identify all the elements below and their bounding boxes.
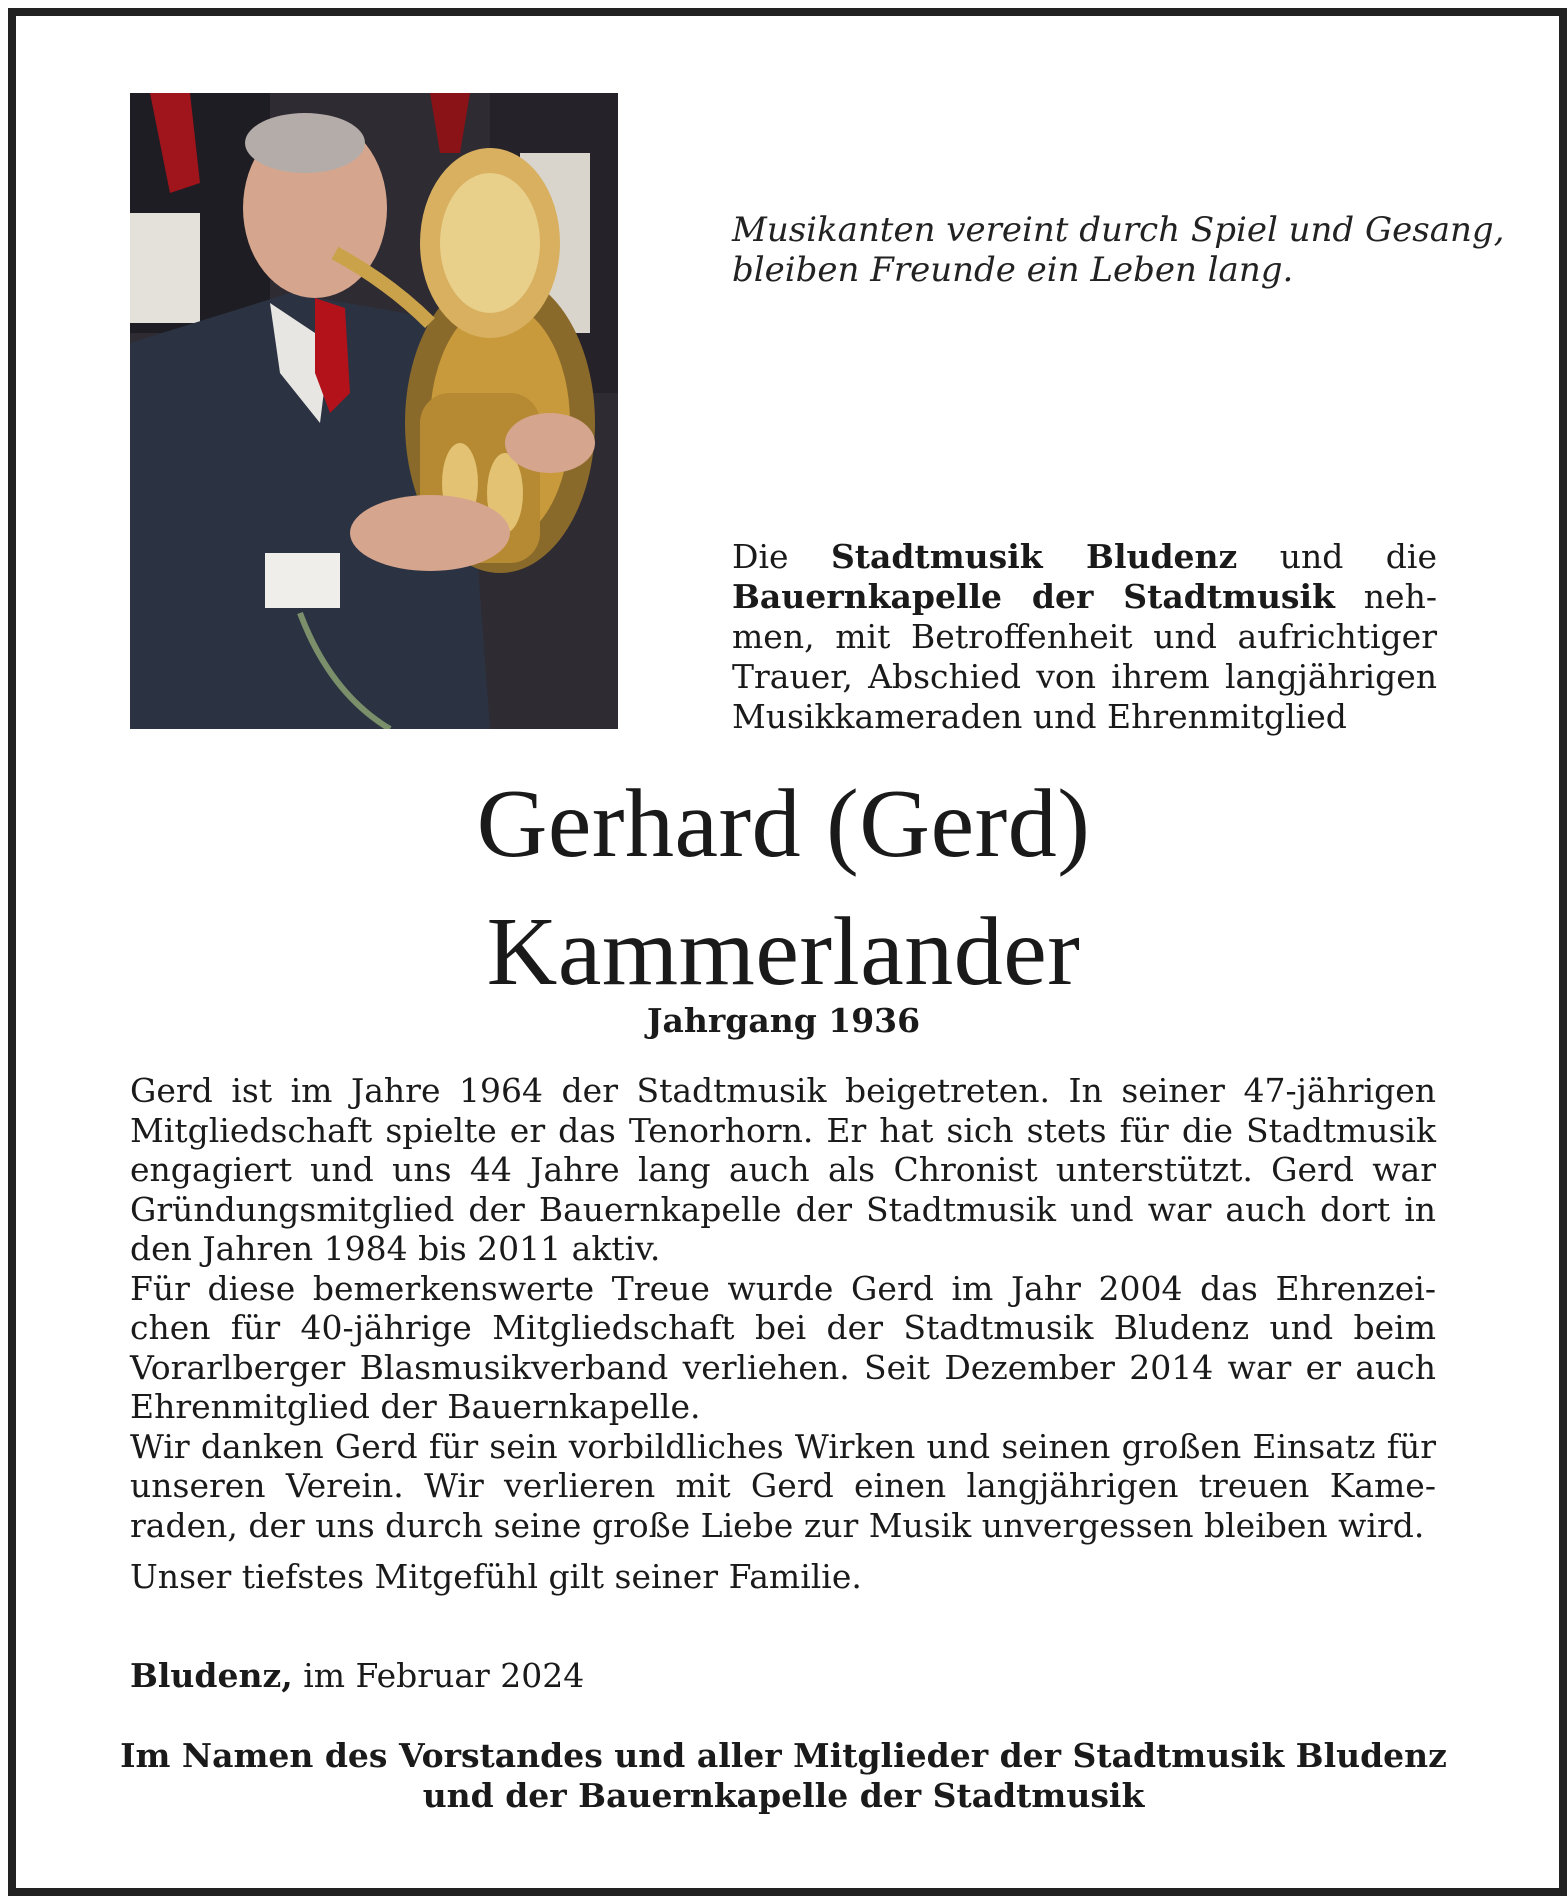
tuba-player-illustration xyxy=(130,93,618,729)
intro-pre: Die xyxy=(732,537,831,576)
place-date: im Februar 2024 xyxy=(292,1656,585,1695)
motto-line-2: bleiben Freunde ein Leben lang. xyxy=(732,250,1294,290)
body-paragraph-3: Wir danken Gerd für sein vorbildliches Wirken und seinen großen Einsatz für unseren Verein. Wir verlieren mit Gerd einen langjährigen treuen Kame- raden, der uns durch seine große Liebe zur Musik unvergessen bleiben wird. xyxy=(130,1426,1436,1545)
signature-line-1: Im Namen des Vorstandes und aller Mitglieder der Stadtmusik Bludenz xyxy=(120,1736,1447,1775)
signature-block xyxy=(0,1736,1567,1816)
signature-line-2: und der Bauernkapelle der Stadtmusik xyxy=(422,1776,1145,1815)
deceased-name-line-2: Kammerlander xyxy=(486,898,1081,1006)
body-paragraph-1: Gerd ist im Jahre 1964 der Stadtmusik beigetreten. In seiner 47-jährigen Mitgliedschaft spielte er das Tenorhorn. Er hat sich stets für die Stadtmusik engagiert und uns 44 Jahre lang auch als Chronist unterstützt. Gerd war Gründungsmitglied der Bauernkapelle der Stadtmusik und war auch dort in den Jahren 1984 bis 2011 aktiv. xyxy=(130,1071,1436,1268)
place-city: Bludenz, xyxy=(130,1656,293,1695)
motto-line-1: Musikanten vereint durch Spiel und Gesang, xyxy=(732,210,1505,250)
portrait-photo xyxy=(130,93,618,729)
organization-stadtmusik: Stadtmusik Bludenz xyxy=(830,537,1238,576)
obituary-body xyxy=(130,1071,1436,1597)
body-paragraph-4: Unser tiefstes Mitgefühl gilt seiner Familie. xyxy=(130,1557,862,1596)
motto-quote xyxy=(732,210,1505,290)
place-and-date xyxy=(130,1656,584,1696)
organization-bauernkapelle: Bauernkapelle der Stadtmusik xyxy=(732,577,1335,616)
body-paragraph-2: Für diese bemerkenswerte Treue wurde Gerd im Jahr 2004 das Ehrenzei- chen für 40-jährige Mitgliedschaft bei der Stadtmusik Bludenz und beim Vorarlberger Blasmusikverband verliehen. Seit Dezember 2014 war er auch Ehrenmitglied der Bauernkapelle. xyxy=(130,1268,1436,1426)
deceased-name-line-1: Gerhard (Gerd) xyxy=(476,770,1091,878)
intro-mid: und die xyxy=(1237,537,1437,576)
intro-paragraph xyxy=(732,537,1437,737)
birth-year: Jahrgang 1936 xyxy=(646,1001,921,1040)
intro-post: neh- men, mit Betroffenheit und aufrichtiger Trauer, Abschied von ihrem langjährigen Musikkameraden und Ehrenmitglied xyxy=(732,577,1437,736)
